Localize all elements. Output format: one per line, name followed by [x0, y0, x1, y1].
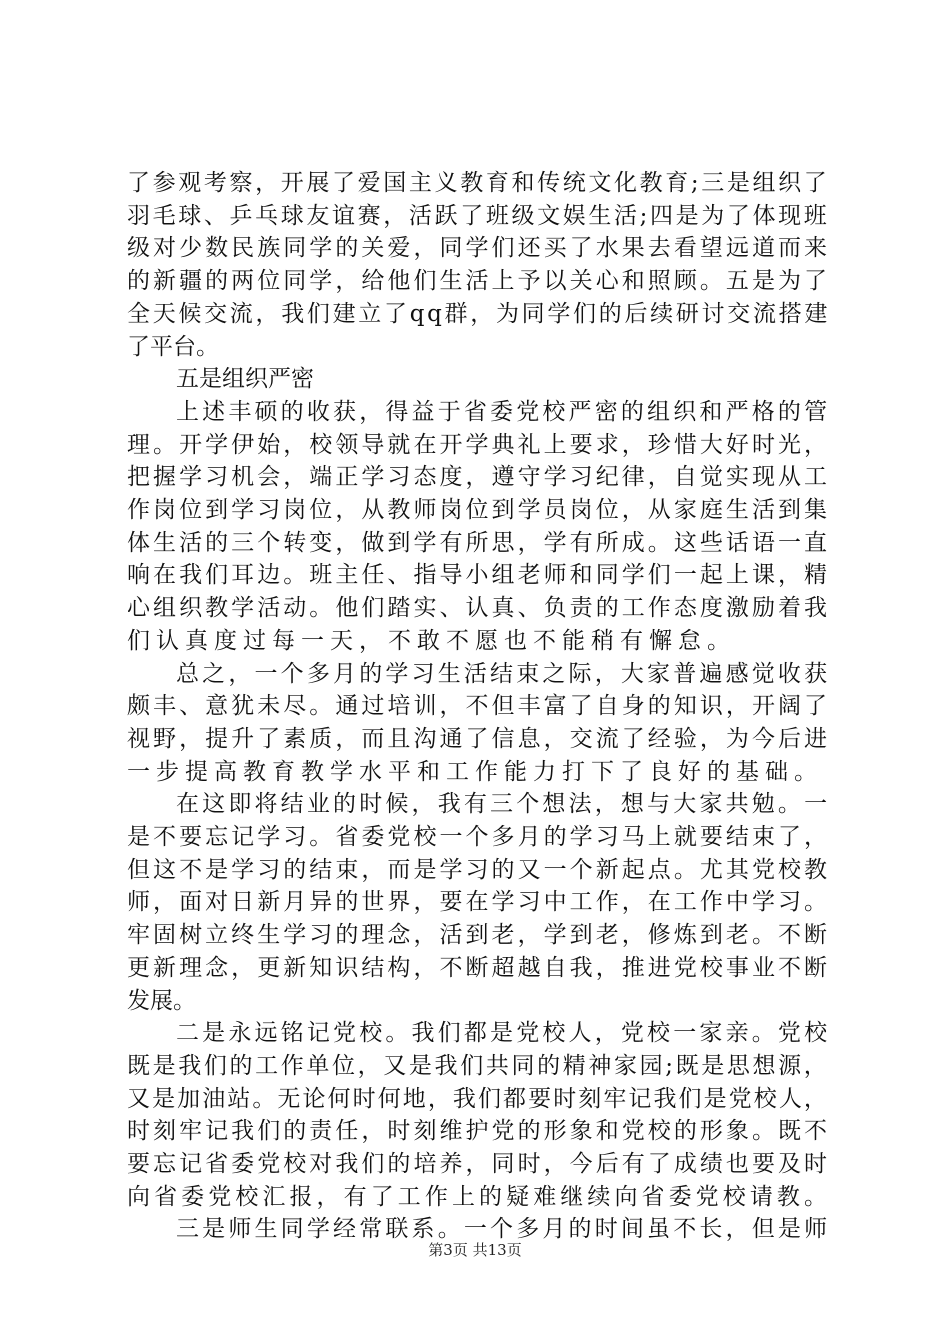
text-line: 了参观考察，开展了爱国主义教育和传统文化教育;三是组织了: [127, 170, 830, 196]
text-line: 视野，提升了素质，而且沟通了信息，交流了经验，为今后进: [127, 725, 831, 752]
text-line: 是不要忘记学习。省委党校一个多月的学习马上就要结束了，: [127, 824, 831, 850]
text-line: 全天候交流，我们建立了qq群，为同学们的后续研讨交流搭建: [127, 300, 831, 327]
text-line: 们认真度过每一天，不敢不愿也不能稍有懈怠。: [127, 627, 736, 654]
text-line: 发展。: [127, 987, 196, 1014]
text-line: 又是加油站。无论何时何地，我们都要时刻牢记我们是党校人，: [127, 1085, 829, 1112]
page-footer: 第3页 共13页: [428, 1241, 522, 1259]
text-line: 既是我们的工作单位，又是我们共同的精神家园;既是思想源，: [127, 1052, 830, 1079]
text-line: 体生活的三个转变，做到学有所思，学有所成。这些话语一直: [127, 529, 831, 556]
text-line: 二是永远铭记党校。我们都是党校人，党校一家亲。党校: [176, 1020, 831, 1047]
text-line: 级对少数民族同学的关爱，同学们还买了水果去看望远道而来: [127, 235, 831, 262]
text-line: 要忘记省委党校对我们的培养，同时，今后有了成绩也要及时: [127, 1151, 831, 1177]
text-line: 牢固树立终生学习的理念，活到老，学到老，修炼到老。不断: [127, 922, 831, 949]
text-line: 五是组织严密: [176, 366, 314, 393]
text-line: 更新理念，更新知识结构，不断超越自我，推进党校事业不断: [127, 954, 831, 981]
text-line: 颇丰、意犹未尽。通过培训，不但丰富了自身的知识，开阔了: [127, 693, 831, 720]
text-line: 向省委党校汇报，有了工作上的疑难继续向省委党校请教。: [127, 1183, 832, 1210]
text-line: 师，面对日新月异的世界，要在学习中工作，在工作中学习。: [127, 889, 831, 916]
text-line: 总之，一个多月的学习生活结束之际，大家普遍感觉收获: [176, 660, 831, 687]
text-line: 响在我们耳边。班主任、指导小组老师和同学们一起上课，精: [127, 562, 831, 589]
text-line: 但这不是学习的结束，而是学习的又一个新起点。尤其党校教: [127, 856, 831, 883]
text-line: 理。开学伊始，校领导就在开学典礼上要求，珍惜大好时光，: [127, 431, 831, 458]
text-line: 作岗位到学习岗位，从教师岗位到学员岗位，从家庭生活到集: [127, 497, 831, 523]
text-line: 心组织教学活动。他们踏实、认真、负责的工作态度激励着我: [127, 595, 831, 622]
text-line: 在这即将结业的时候，我有三个想法，想与大家共勉。一: [176, 791, 831, 818]
text-line: 了平台。: [127, 333, 219, 360]
text-line: 把握学习机会，端正学习态度，遵守学习纪律，自觉实现从工: [127, 464, 831, 491]
text-line: 三是师生同学经常联系。一个多月的时间虽不长，但是师: [176, 1216, 831, 1243]
text-line: 时刻牢记我们的责任，时刻维护党的形象和党校的形象。既不: [127, 1118, 831, 1145]
text-line: 一步提高教育教学水平和工作能力打下了良好的基础。: [127, 758, 823, 785]
text-line: 羽毛球、乒乓球友谊赛，活跃了班级文娱生活;四是为了体现班: [127, 202, 830, 229]
text-line: 的新疆的两位同学，给他们生活上予以关心和照顾。五是为了: [127, 268, 831, 295]
text-line: 上述丰硕的收获，得益于省委党校严密的组织和严格的管: [176, 398, 831, 425]
